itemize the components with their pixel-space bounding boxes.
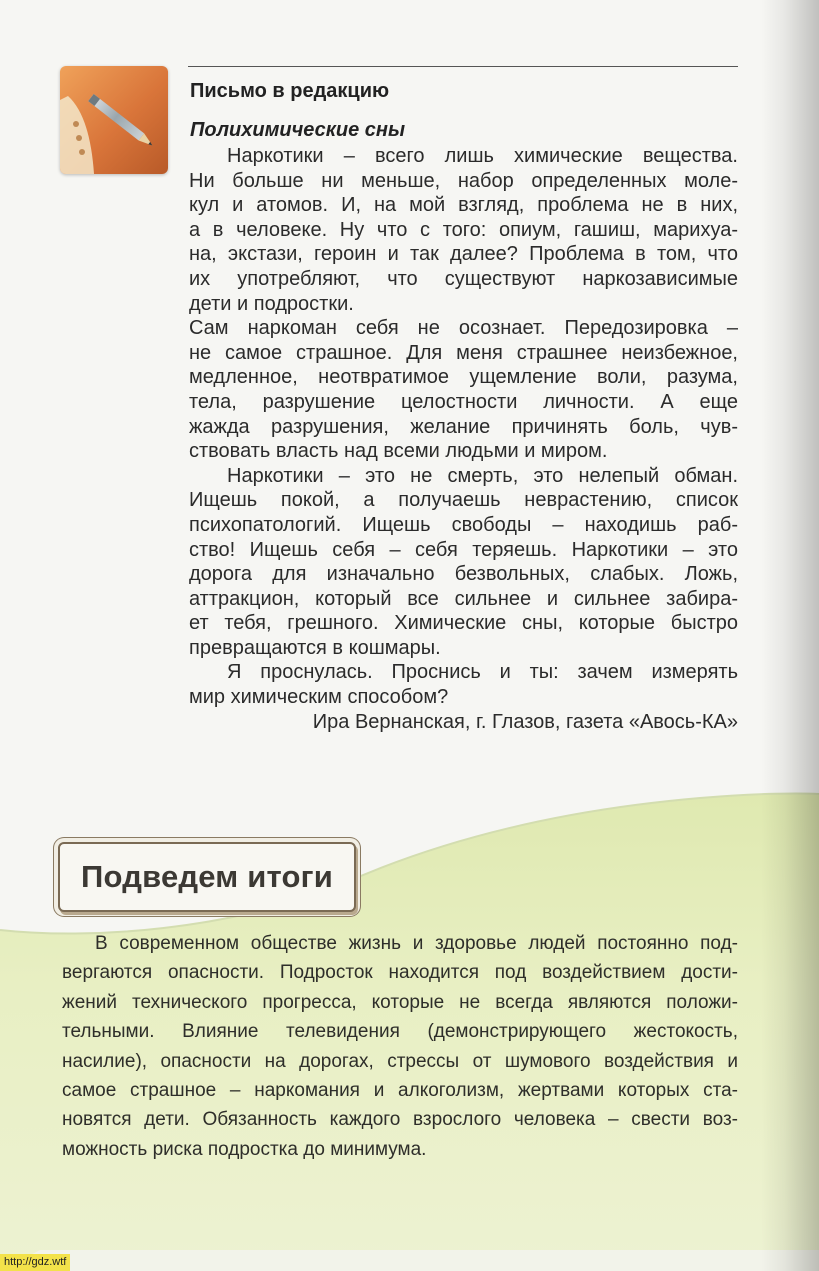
text-line: жажда разрушения, желание причинять боль, чув- [189, 415, 738, 438]
text-line: ет тебя, грешного. Химические сны, которые быстро [189, 612, 738, 635]
pencil-icon [60, 66, 168, 174]
text-line: медленное, неотвратимое ущемление воли, разума, [189, 366, 738, 389]
text-line: аттракцион, который все сильнее и сильнее забира- [189, 587, 738, 610]
text-line: насилие), опасности на дорогах, стрессы от шумового воздействия и [62, 1050, 738, 1072]
text-line: можность риска подростка до минимума. [62, 1138, 427, 1160]
text-line: ствовать власть над всеми людьми и миром. [189, 440, 608, 463]
letter-signature: Ира Вернанская, г. Глазов, газета «Авось-КА» [312, 710, 738, 733]
text-line: Наркотики – всего лишь химические вещества. [227, 145, 738, 167]
page-binding-shadow [761, 0, 819, 1271]
text-line: самое страшное – наркомания и алкоголизм, жертвами которых ста- [62, 1079, 738, 1101]
text-line: мир химическим способом? [189, 686, 449, 709]
text-line: не самое страшное. Для меня страшнее неизбежное, [189, 341, 738, 364]
text-line: психопатологий. Ищешь свободы – находишь раб- [189, 513, 738, 536]
watermark-link[interactable]: http://gdz.wtf [0, 1254, 70, 1271]
text-line: Ищешь покой, а получаешь неврастению, список [189, 489, 738, 512]
text-line: их употребляют, что существуют наркозависимые [189, 267, 738, 290]
text-line: на, экстази, героин и так далее? Проблема в том, что [189, 243, 738, 266]
text-line: Сам наркоман себя не осознает. Передозировка – [189, 317, 738, 340]
text-line: превращаются в кошмары. [189, 636, 441, 659]
text-line: Наркотики – это не смерть, это нелепый обман. [227, 464, 738, 487]
text-line: дорога для изначально безвольных, слабых. Ложь, [189, 563, 738, 586]
text-line: Ни больше ни меньше, набор определенных моле- [189, 169, 738, 192]
summary-text [62, 929, 738, 1164]
text-line: жений технического прогресса, которые не всегда являются положи- [62, 991, 738, 1013]
text-line: В современном обществе жизнь и здоровье людей постоянно под- [95, 933, 738, 954]
text-line: вергаются опасности. Подросток находится под воздействием дости- [62, 962, 738, 984]
text-line: кул и атомов. И, на мой взгляд, проблема не в них, [189, 194, 738, 217]
letter-section-heading: Письмо в редакцию [190, 80, 390, 102]
text-line: новятся дети. Обязанность каждого взрослого человека – свести воз- [62, 1109, 738, 1131]
summary-title-frame [58, 842, 356, 912]
letter-text [189, 144, 738, 734]
text-line: Я проснулась. Проснись и ты: зачем измерять [227, 661, 738, 684]
top-divider-rule [188, 66, 738, 67]
text-line: тельными. Влияние телевидения (демонстрирующего жестокость, [62, 1021, 738, 1043]
summary-heading: Подведем итоги [81, 859, 333, 894]
text-line: а в человеке. Ну что с того: опиум, гашиш, марихуа- [189, 218, 738, 241]
text-line: ство! Ищешь себя – себя теряешь. Наркотики – это [189, 538, 738, 561]
text-line: дети и подростки. [189, 292, 354, 315]
letter-title: Полихимические сны [190, 119, 406, 141]
text-line: тела, разрушение целостности личности. А еще [189, 390, 738, 413]
